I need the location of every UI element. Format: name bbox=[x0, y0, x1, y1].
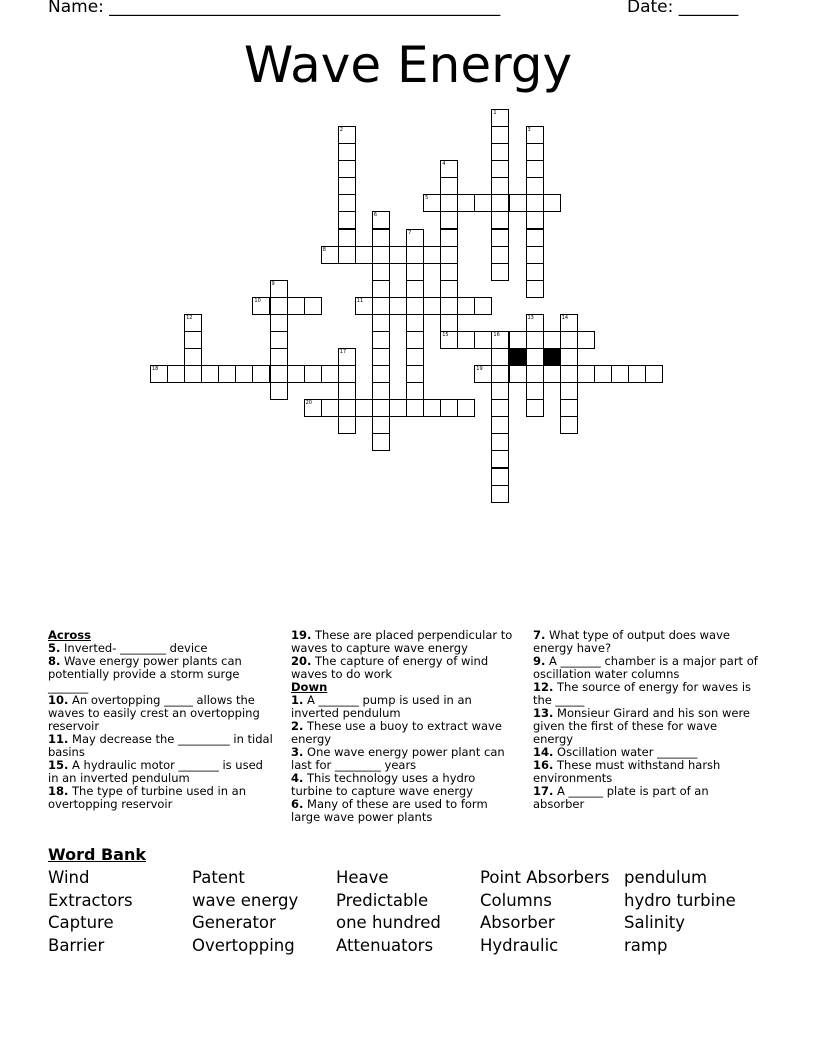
crossword-cell[interactable] bbox=[406, 365, 424, 383]
crossword-cell[interactable] bbox=[406, 246, 424, 264]
crossword-cell[interactable] bbox=[372, 211, 390, 229]
clues-column-3 bbox=[533, 629, 759, 811]
crossword-cell[interactable] bbox=[491, 348, 509, 366]
crossword-cell[interactable] bbox=[423, 246, 441, 264]
crossword-cell[interactable] bbox=[270, 280, 288, 298]
crossword-cell[interactable] bbox=[560, 382, 578, 400]
crossword-cell[interactable] bbox=[491, 177, 509, 195]
crossword-cell[interactable] bbox=[338, 382, 356, 400]
crossword-cell[interactable] bbox=[491, 468, 509, 486]
crossword-cell[interactable] bbox=[628, 365, 646, 383]
clue-number-label: 18 bbox=[152, 366, 159, 373]
crossword-cell[interactable] bbox=[287, 365, 305, 383]
crossword-cell[interactable] bbox=[150, 365, 168, 383]
crossword-cell[interactable] bbox=[440, 399, 458, 417]
crossword-cell[interactable] bbox=[491, 450, 509, 468]
crossword-cell[interactable] bbox=[389, 399, 407, 417]
clue-number-label: 13 bbox=[527, 314, 534, 321]
crossword-cell[interactable] bbox=[526, 126, 544, 144]
crossword-cell[interactable] bbox=[201, 365, 219, 383]
word-bank-entry: Barrier bbox=[48, 935, 105, 955]
crossword-cell[interactable] bbox=[457, 194, 475, 212]
clue-number: 9. bbox=[533, 654, 546, 668]
word-bank-entry: hydro turbine bbox=[624, 890, 736, 910]
crossword-cell[interactable] bbox=[491, 194, 509, 212]
word-bank-entry: Point Absorbers bbox=[480, 868, 610, 887]
crossword-cell[interactable] bbox=[338, 229, 356, 247]
clue-text: One wave energy power plant can last for ________ years bbox=[291, 745, 505, 772]
crossword-cell[interactable] bbox=[526, 246, 544, 264]
crossword-cell[interactable] bbox=[372, 382, 390, 400]
clue-number: 16. bbox=[533, 758, 554, 772]
crossword-cell[interactable] bbox=[355, 297, 373, 315]
crossword-cell[interactable] bbox=[474, 331, 492, 349]
crossword-cell[interactable] bbox=[526, 399, 544, 417]
crossword-cell[interactable] bbox=[440, 246, 458, 264]
word-bank-column bbox=[624, 867, 736, 957]
crossword-cell[interactable] bbox=[491, 485, 509, 503]
crossword-block bbox=[543, 348, 561, 366]
crossword-cell[interactable] bbox=[526, 160, 544, 178]
crossword-cell[interactable] bbox=[457, 331, 475, 349]
clue-item bbox=[48, 655, 274, 694]
word-bank-entry: one hundred bbox=[336, 913, 441, 933]
crossword-cell[interactable] bbox=[526, 348, 544, 366]
crossword-cell[interactable] bbox=[440, 280, 458, 298]
crossword-cell[interactable] bbox=[543, 331, 561, 349]
crossword-cell[interactable] bbox=[321, 399, 339, 417]
clue-text: Many of these are used to form large wave power plants bbox=[291, 797, 488, 824]
crossword-cell[interactable] bbox=[372, 280, 390, 298]
crossword-cell[interactable] bbox=[184, 348, 202, 366]
word-bank-entry: Salinity bbox=[624, 913, 686, 933]
crossword-cell[interactable] bbox=[184, 365, 202, 383]
clue-item bbox=[291, 655, 517, 681]
crossword-cell[interactable] bbox=[526, 280, 544, 298]
crossword-cell[interactable] bbox=[235, 365, 253, 383]
crossword-cell[interactable] bbox=[270, 365, 288, 383]
crossword-cell[interactable] bbox=[406, 348, 424, 366]
clue-text: These are placed perpendicular to waves to capture wave energy bbox=[291, 628, 513, 655]
crossword-cell[interactable] bbox=[474, 365, 492, 383]
name-field-label: Name: ______________________________________________ bbox=[48, 0, 501, 17]
crossword-cell[interactable] bbox=[338, 177, 356, 195]
clue-item bbox=[533, 655, 759, 681]
crossword-cell[interactable] bbox=[338, 246, 356, 264]
clue-item bbox=[48, 785, 274, 811]
crossword-cell[interactable] bbox=[440, 263, 458, 281]
crossword-cell[interactable] bbox=[526, 194, 544, 212]
crossword-cell[interactable] bbox=[423, 297, 441, 315]
clue-text: A ______ plate is part of an absorber bbox=[533, 784, 709, 811]
clue-item bbox=[48, 759, 274, 785]
clue-number: 4. bbox=[291, 771, 304, 785]
clue-text: Inverted- ________ device bbox=[60, 641, 208, 655]
clue-text: The capture of energy of wind waves to do work bbox=[291, 654, 489, 681]
crossword-cell[interactable] bbox=[423, 399, 441, 417]
date-field-label: Date: _______ bbox=[627, 0, 739, 17]
crossword-cell[interactable] bbox=[560, 331, 578, 349]
crossword-cell[interactable] bbox=[594, 365, 612, 383]
clue-number-label: 12 bbox=[186, 314, 193, 321]
clue-number-label: 7 bbox=[408, 229, 412, 236]
crossword-cell[interactable] bbox=[406, 297, 424, 315]
word-bank-entry: Hydraulic bbox=[480, 935, 559, 955]
crossword-cell[interactable] bbox=[406, 331, 424, 349]
word-bank-entry: Overtopping bbox=[192, 935, 295, 955]
clue-item bbox=[533, 707, 759, 746]
crossword-cell[interactable] bbox=[491, 416, 509, 434]
crossword-cell[interactable] bbox=[491, 109, 509, 127]
clue-text: An overtopping _____ allows the waves to easily crest an overtopping reservoir bbox=[48, 693, 260, 733]
clue-number: 20. bbox=[291, 654, 312, 668]
word-bank-entry: Capture bbox=[48, 913, 114, 933]
crossword-cell[interactable] bbox=[304, 365, 322, 383]
crossword-cell[interactable] bbox=[406, 263, 424, 281]
crossword-cell[interactable] bbox=[389, 246, 407, 264]
clue-number: 1. bbox=[291, 693, 304, 707]
crossword-cell[interactable] bbox=[338, 416, 356, 434]
clue-text: This technology uses a hydro turbine to capture wave energy bbox=[291, 771, 476, 798]
crossword-cell[interactable] bbox=[218, 365, 236, 383]
crossword-cell[interactable] bbox=[270, 297, 288, 315]
crossword-cell[interactable] bbox=[491, 399, 509, 417]
clue-text: Wave energy power plants can potentially provide a storm surge _______ bbox=[48, 654, 242, 694]
clue-number: 19. bbox=[291, 628, 312, 642]
crossword-cell[interactable] bbox=[355, 246, 373, 264]
crossword-cell[interactable] bbox=[560, 348, 578, 366]
word-bank-entry: Wind bbox=[48, 868, 90, 887]
clue-number: 2. bbox=[291, 719, 304, 733]
crossword-cell[interactable] bbox=[270, 331, 288, 349]
clues-column-2 bbox=[291, 629, 517, 824]
crossword-cell[interactable] bbox=[287, 297, 305, 315]
clue-number-label: 10 bbox=[254, 297, 261, 304]
clue-number: 13. bbox=[533, 706, 554, 720]
crossword-cell[interactable] bbox=[372, 246, 390, 264]
crossword-cell[interactable] bbox=[440, 194, 458, 212]
crossword-cell[interactable] bbox=[372, 263, 390, 281]
crossword-cell[interactable] bbox=[526, 382, 544, 400]
clue-number-label: 3 bbox=[527, 127, 531, 134]
crossword-cell[interactable] bbox=[167, 365, 185, 383]
clue-item bbox=[291, 746, 517, 772]
clue-number: 15. bbox=[48, 758, 69, 772]
crossword-cell[interactable] bbox=[372, 331, 390, 349]
clue-number: 5. bbox=[48, 641, 61, 655]
crossword-cell[interactable] bbox=[406, 280, 424, 298]
crossword-cell[interactable] bbox=[440, 211, 458, 229]
clue-text: A hydraulic motor _______ is used in an inverted pendulum bbox=[48, 758, 263, 785]
crossword-cell[interactable] bbox=[406, 399, 424, 417]
crossword-cell[interactable] bbox=[372, 314, 390, 332]
clue-text: What type of output does wave energy have? bbox=[533, 628, 730, 655]
word-bank-entry: Absorber bbox=[480, 913, 555, 933]
crossword-cell[interactable] bbox=[440, 314, 458, 332]
word-bank-entry: Generator bbox=[192, 913, 276, 933]
clue-text: The source of energy for waves is the _____ bbox=[533, 680, 752, 707]
crossword-cell[interactable] bbox=[526, 314, 544, 332]
clue-number: 14. bbox=[533, 745, 554, 759]
crossword-cell[interactable] bbox=[304, 297, 322, 315]
crossword-cell[interactable] bbox=[389, 297, 407, 315]
crossword-cell[interactable] bbox=[509, 331, 527, 349]
clue-number-label: 14 bbox=[561, 314, 569, 321]
crossword-cell[interactable] bbox=[321, 365, 339, 383]
crossword-cell[interactable] bbox=[526, 263, 544, 281]
clue-text: These use a buoy to extract wave energy bbox=[291, 719, 502, 746]
clue-number-label: 17 bbox=[339, 349, 347, 355]
crossword-cell[interactable] bbox=[440, 331, 458, 349]
clue-item bbox=[291, 629, 517, 655]
clue-item bbox=[48, 733, 274, 759]
clue-item bbox=[291, 694, 517, 720]
word-bank-column bbox=[48, 867, 133, 957]
crossword-cell[interactable] bbox=[474, 297, 492, 315]
crossword-cell[interactable] bbox=[321, 246, 339, 264]
clue-item bbox=[533, 629, 759, 655]
clue-text: A _______ pump is used in an inverted pendulum bbox=[291, 693, 472, 720]
clue-item bbox=[291, 720, 517, 746]
crossword-cell[interactable] bbox=[491, 433, 509, 451]
clue-number-label: 6 bbox=[373, 212, 378, 219]
clue-number: 11. bbox=[48, 732, 69, 746]
crossword-cell[interactable] bbox=[440, 229, 458, 247]
crossword-cell[interactable] bbox=[338, 143, 356, 161]
crossword-cell[interactable] bbox=[184, 314, 202, 332]
clue-item bbox=[533, 759, 759, 785]
word-bank-entry: Attenuators bbox=[336, 935, 434, 955]
crossword-cell[interactable] bbox=[440, 160, 458, 178]
crossword-cell[interactable] bbox=[406, 229, 424, 247]
crossword-cell[interactable] bbox=[526, 211, 544, 229]
crossword-cell[interactable] bbox=[338, 194, 356, 212]
crossword-cell[interactable] bbox=[526, 177, 544, 195]
word-bank-entry: ramp bbox=[624, 935, 668, 955]
crossword-cell[interactable] bbox=[372, 416, 390, 434]
crossword-cell[interactable] bbox=[560, 314, 578, 332]
crossword-cell[interactable] bbox=[270, 314, 288, 332]
clue-number-label: 20 bbox=[305, 400, 312, 407]
clue-text: Monsieur Girard and his son were given the first of these for wave energy bbox=[533, 706, 750, 746]
clue-number-label: 2 bbox=[339, 127, 343, 134]
crossword-cell[interactable] bbox=[406, 314, 424, 332]
word-bank-entry: wave energy bbox=[192, 890, 299, 910]
crossword-cell[interactable] bbox=[526, 143, 544, 161]
crossword-cell[interactable] bbox=[645, 365, 663, 383]
crossword-cell[interactable] bbox=[372, 348, 390, 366]
clue-number-label: 5 bbox=[425, 195, 429, 202]
clue-number-label: 15 bbox=[442, 331, 449, 338]
crossword-cell[interactable] bbox=[440, 177, 458, 195]
clue-number: 17. bbox=[533, 784, 554, 798]
crossword-cell[interactable] bbox=[423, 194, 441, 212]
clue-item bbox=[533, 785, 759, 811]
clue-text: Oscillation water _______ bbox=[553, 745, 698, 759]
crossword-block bbox=[509, 348, 527, 366]
clue-number-label: 11 bbox=[356, 297, 364, 304]
clue-number: 18. bbox=[48, 784, 69, 798]
clue-number-label: 4 bbox=[442, 161, 446, 168]
page-title: Wave Energy bbox=[243, 36, 573, 94]
crossword-cell[interactable] bbox=[526, 331, 544, 349]
word-bank-column bbox=[336, 867, 441, 957]
crossword-cell[interactable] bbox=[577, 365, 595, 383]
crossword-cell[interactable] bbox=[457, 399, 475, 417]
crossword-cell[interactable] bbox=[491, 263, 509, 281]
word-bank-entry: Patent bbox=[192, 868, 245, 887]
crossword-cell[interactable] bbox=[372, 433, 390, 451]
crossword-cell[interactable] bbox=[543, 365, 561, 383]
clue-number: 12. bbox=[533, 680, 554, 694]
clue-section-heading: Across bbox=[48, 628, 91, 642]
clue-number: 8. bbox=[48, 654, 61, 668]
clue-number: 10. bbox=[48, 693, 69, 707]
crossword-cell[interactable] bbox=[338, 126, 356, 144]
word-bank-entry: Columns bbox=[480, 890, 552, 910]
clue-item bbox=[533, 681, 759, 707]
crossword-cell[interactable] bbox=[491, 160, 509, 178]
crossword-cell[interactable] bbox=[474, 194, 492, 212]
crossword-cell[interactable] bbox=[270, 348, 288, 366]
clue-text: May decrease the _________ in tidal basins bbox=[48, 732, 273, 759]
crossword-cell[interactable] bbox=[491, 229, 509, 247]
crossword-cell[interactable] bbox=[372, 365, 390, 383]
word-bank-entry: pendulum bbox=[624, 868, 708, 887]
crossword-cell[interactable] bbox=[491, 143, 509, 161]
crossword-cell[interactable] bbox=[338, 399, 356, 417]
crossword-cell[interactable] bbox=[270, 382, 288, 400]
crossword-cell[interactable] bbox=[372, 229, 390, 247]
crossword-cell[interactable] bbox=[440, 297, 458, 315]
clue-number-label: 16 bbox=[493, 331, 500, 338]
word-bank-column bbox=[192, 867, 298, 957]
crossword-cell[interactable] bbox=[491, 365, 509, 383]
clue-number: 3. bbox=[291, 745, 304, 759]
word-bank-title: Word Bank bbox=[48, 845, 147, 864]
clue-number-label: 9 bbox=[271, 280, 275, 287]
clue-section-heading: Down bbox=[291, 680, 328, 694]
crossword-cell[interactable] bbox=[560, 416, 578, 434]
clue-number-label: 8 bbox=[322, 246, 326, 253]
crossword-cell[interactable] bbox=[509, 365, 527, 383]
crossword-cell[interactable] bbox=[577, 331, 595, 349]
crossword-cell[interactable] bbox=[372, 399, 390, 417]
crossword-cell[interactable] bbox=[491, 382, 509, 400]
crossword-cell[interactable] bbox=[252, 297, 270, 315]
word-bank-column bbox=[480, 867, 609, 957]
crossword-cell[interactable] bbox=[611, 365, 629, 383]
clue-text: The type of turbine used in an overtopping reservoir bbox=[48, 784, 246, 811]
crossword-cell[interactable] bbox=[338, 365, 356, 383]
clues-column-1 bbox=[48, 629, 274, 811]
crossword-cell[interactable] bbox=[509, 194, 527, 212]
crossword-cell[interactable] bbox=[252, 365, 270, 383]
crossword-cell[interactable] bbox=[372, 297, 390, 315]
crossword-cell[interactable] bbox=[338, 211, 356, 229]
word-bank-entry: Extractors bbox=[48, 890, 133, 910]
crossword-cell[interactable] bbox=[526, 365, 544, 383]
crossword-cell[interactable] bbox=[491, 246, 509, 264]
crossword-cell[interactable] bbox=[304, 399, 322, 417]
crossword-cell[interactable] bbox=[184, 331, 202, 349]
word-bank-entry: Predictable bbox=[336, 890, 429, 910]
clue-item bbox=[48, 694, 274, 733]
crossword-cell[interactable] bbox=[338, 348, 356, 366]
crossword-cell[interactable] bbox=[406, 382, 424, 400]
clue-number-label: 1 bbox=[493, 110, 497, 116]
clue-number: 7. bbox=[533, 628, 546, 642]
clue-text: A _______ chamber is a major part of oscillation water columns bbox=[533, 654, 758, 681]
clue-number-label: 19 bbox=[476, 366, 483, 373]
clue-item bbox=[291, 772, 517, 798]
crossword-cell[interactable] bbox=[491, 211, 509, 229]
clue-text: These must withstand harsh environments bbox=[533, 758, 721, 785]
crossword-cell[interactable] bbox=[355, 399, 373, 417]
crossword-cell[interactable] bbox=[491, 126, 509, 144]
word-bank-entry: Heave bbox=[336, 868, 389, 887]
crossword-cell[interactable] bbox=[338, 160, 356, 178]
crossword-cell[interactable] bbox=[560, 365, 578, 383]
crossword-cell[interactable] bbox=[457, 297, 475, 315]
crossword-cell[interactable] bbox=[526, 229, 544, 247]
crossword-cell[interactable] bbox=[491, 331, 509, 349]
crossword-cell[interactable] bbox=[560, 399, 578, 417]
clue-item bbox=[291, 798, 517, 824]
clue-number: 6. bbox=[291, 797, 304, 811]
crossword-cell[interactable] bbox=[543, 194, 561, 212]
